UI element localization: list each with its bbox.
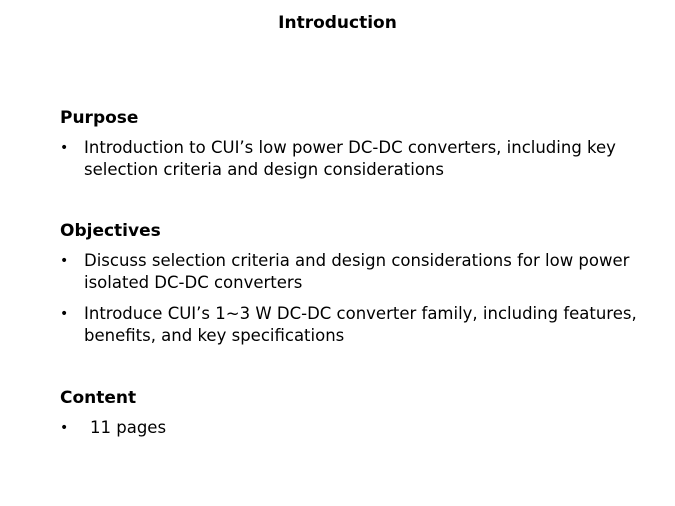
bullet-icon: • (60, 140, 69, 156)
objectives-heading: Objectives (60, 221, 161, 241)
content-list (60, 417, 650, 439)
purpose-item-text: Introduction to CUI’s low power DC-DC converters, including key selection criteria and design considerations (84, 138, 616, 179)
purpose-item (60, 137, 650, 181)
content-heading: Content (60, 388, 137, 408)
content-item-text: 11 pages (90, 418, 167, 437)
bullet-icon: • (60, 420, 69, 436)
bullet-icon: • (60, 253, 69, 269)
purpose-heading: Purpose (60, 108, 139, 128)
content-item (60, 417, 650, 439)
objectives-list (60, 250, 650, 347)
objectives-item (60, 250, 650, 294)
content-section (60, 387, 650, 439)
objectives-item-text: Introduce CUI’s 1~3 W DC-DC converter family, including features, benefits, and key specifications (84, 304, 637, 345)
objectives-item (60, 303, 650, 347)
purpose-section (60, 107, 650, 181)
objectives-item-text: Discuss selection criteria and design considerations for low power isolated DC-DC converters (84, 251, 630, 292)
bullet-icon: • (60, 306, 69, 322)
objectives-section (60, 220, 650, 347)
slide-title: Introduction (278, 13, 397, 33)
purpose-list (60, 137, 650, 181)
